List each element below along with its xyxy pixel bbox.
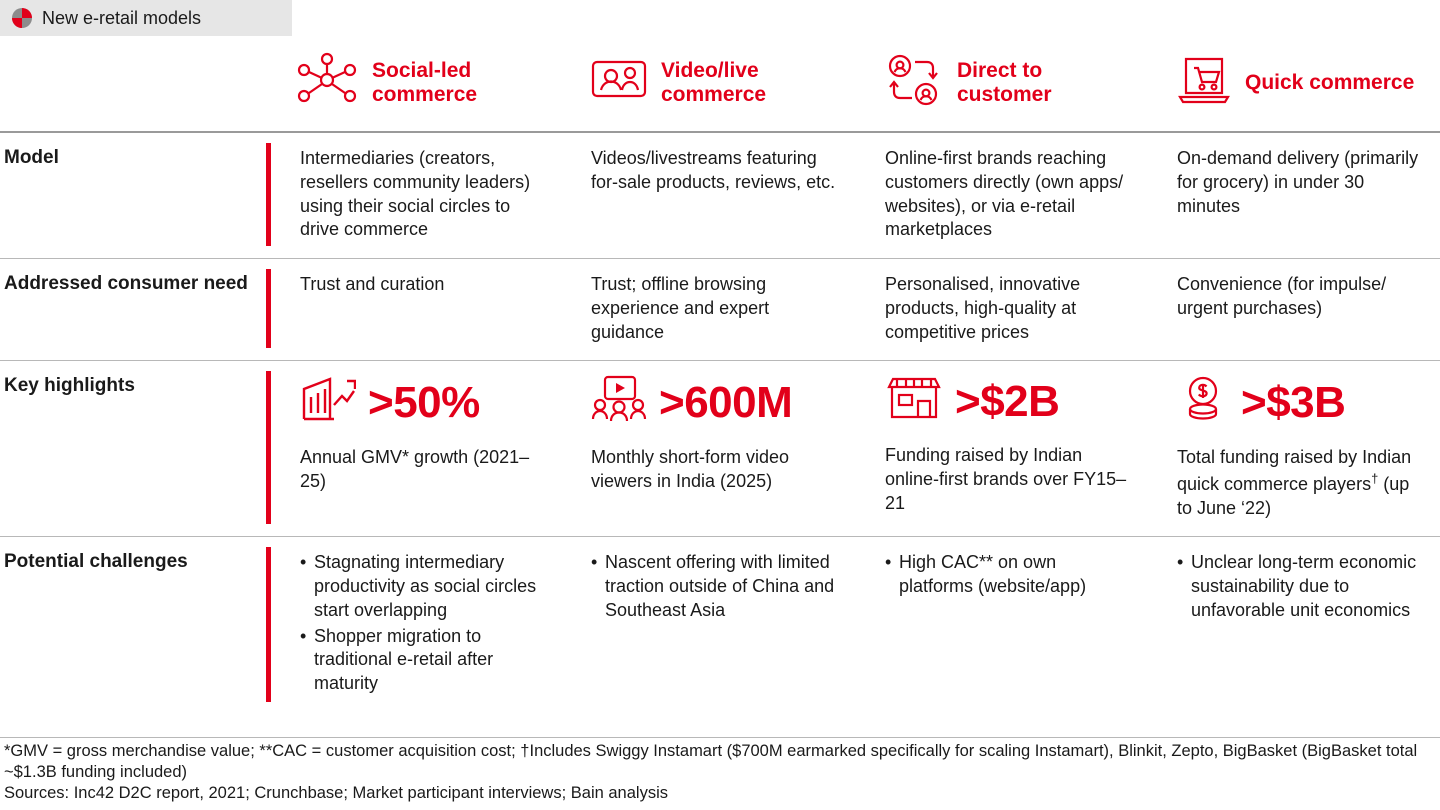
cell-text: Online-first brands reaching customers directly (own apps/ websites), or via e-retail marketplaces — [885, 148, 1124, 240]
coin-stack-icon — [1177, 375, 1229, 430]
bullet-list — [1177, 551, 1424, 622]
column-header-social-led-commerce — [266, 36, 561, 131]
highlight-stat: >$2B — [955, 376, 1060, 426]
row-potential-challenges — [0, 537, 1440, 714]
video-people-icon — [591, 54, 647, 111]
cell-need-social — [266, 259, 561, 360]
dagger-marker: † — [1371, 470, 1379, 486]
divider-above-footnotes — [0, 737, 1440, 738]
footnotes — [0, 741, 1440, 804]
title-bar — [0, 0, 292, 36]
row-label-addressed-consumer-need: Addressed consumer need — [4, 273, 248, 294]
cell-model-video — [561, 133, 855, 258]
row-addressed-consumer-need — [0, 259, 1440, 360]
cell-text: Trust; offline browsing experience and expert guidance — [591, 274, 770, 342]
highlight-stat-block — [300, 375, 545, 430]
highlight-stat: >$3B — [1241, 377, 1346, 427]
column-header-label: Social-led commerce — [372, 58, 478, 106]
list-item: • Unclear long-term economic sustainability due to unfavorable unit economics — [1177, 551, 1424, 622]
highlight-stat-block — [591, 375, 839, 430]
highlight-description: Total funding raised by Indian quick commerce players† (up to June ‘22) — [1177, 447, 1412, 518]
cell-highlight-video — [561, 361, 855, 536]
social-network-icon — [296, 52, 358, 113]
cell-text: Personalised, innovative products, high-quality at competitive prices — [885, 274, 1081, 342]
highlight-description: Funding raised by Indian online-first brands over FY15–21 — [885, 445, 1127, 513]
cell-challenges-video — [561, 537, 855, 714]
cell-text: On-demand delivery (primarily for grocery) in under 30 minutes — [1177, 148, 1419, 216]
list-item: • High CAC** on own platforms (website/app) — [885, 551, 1131, 599]
column-header-video-live-commerce — [561, 36, 855, 131]
row-label-model: Model — [4, 147, 59, 168]
highlight-stat: >50% — [368, 377, 480, 427]
bullet-list — [591, 551, 839, 622]
cell-challenges-d2c — [855, 537, 1147, 714]
cell-text: Videos/livestreams featuring for-sale products, reviews, etc. — [591, 148, 836, 192]
cell-text: Intermediaries (creators, resellers community leaders) using their social circles to drive commerce — [300, 148, 531, 240]
cell-highlight-quick — [1147, 361, 1440, 536]
growth-chart-icon — [300, 375, 356, 430]
cell-need-quick — [1147, 259, 1440, 360]
column-header-label: Video/live commerce — [661, 58, 767, 106]
bullet-list — [300, 551, 545, 696]
cell-need-d2c — [855, 259, 1147, 360]
highlight-stat: >600M — [659, 377, 793, 427]
column-header-direct-to-customer — [855, 36, 1147, 131]
row-model — [0, 133, 1440, 258]
highlight-stat-block — [885, 375, 1131, 428]
laptop-cart-icon — [1177, 53, 1231, 112]
cell-highlight-social — [266, 361, 561, 536]
highlight-stat-block — [1177, 375, 1424, 430]
highlight-description: Monthly short-form video viewers in India (2025) — [591, 447, 790, 491]
bain-logo-icon — [12, 8, 32, 28]
video-group-icon — [591, 375, 647, 430]
row-label-potential-challenges: Potential challenges — [4, 551, 188, 573]
cell-challenges-social — [266, 537, 561, 714]
cell-need-video — [561, 259, 855, 360]
column-header-quick-commerce — [1147, 36, 1440, 131]
list-item: • Shopper migration to traditional e-retail after maturity — [300, 625, 545, 696]
column-header-label: Direct to customer — [957, 58, 1052, 106]
cell-challenges-quick — [1147, 537, 1440, 714]
bullet-list — [885, 551, 1131, 599]
highlight-description: Annual GMV* growth (2021–25) — [300, 447, 530, 491]
footnote-sources: Sources: Inc42 D2C report, 2021; Crunchbase; Market participant interviews; Bain analysis — [4, 783, 668, 802]
cell-model-quick — [1147, 133, 1440, 258]
content-sheet — [0, 36, 1440, 714]
list-item: • Stagnating intermediary productivity as social circles start overlapping — [300, 551, 545, 622]
list-item: • Nascent offering with limited traction outside of China and Southeast Asia — [591, 551, 839, 622]
cell-model-social — [266, 133, 561, 258]
column-header-row — [0, 36, 1440, 131]
cell-text: Convenience (for impulse/ urgent purchases) — [1177, 274, 1387, 318]
column-header-label: Quick commerce — [1245, 70, 1415, 94]
row-label-key-highlights: Key highlights — [4, 375, 135, 397]
cell-highlight-d2c — [855, 361, 1147, 536]
row-key-highlights — [0, 361, 1440, 536]
direct-customer-icon — [885, 52, 943, 113]
cell-model-d2c — [855, 133, 1147, 258]
storefront-icon — [885, 375, 943, 428]
footnote-definitions: *GMV = gross merchandise value; **CAC = customer acquisition cost; †Includes Swiggy Instamart ($700M earmarked specifically for scaling Instamart), Blinkit, Zepto, BigBasket (BigBasket total ~$1.3B funding included) — [4, 741, 1422, 781]
header-spacer — [0, 36, 266, 131]
cell-text: Trust and curation — [300, 274, 445, 294]
page-title: New e-retail models — [42, 7, 202, 28]
